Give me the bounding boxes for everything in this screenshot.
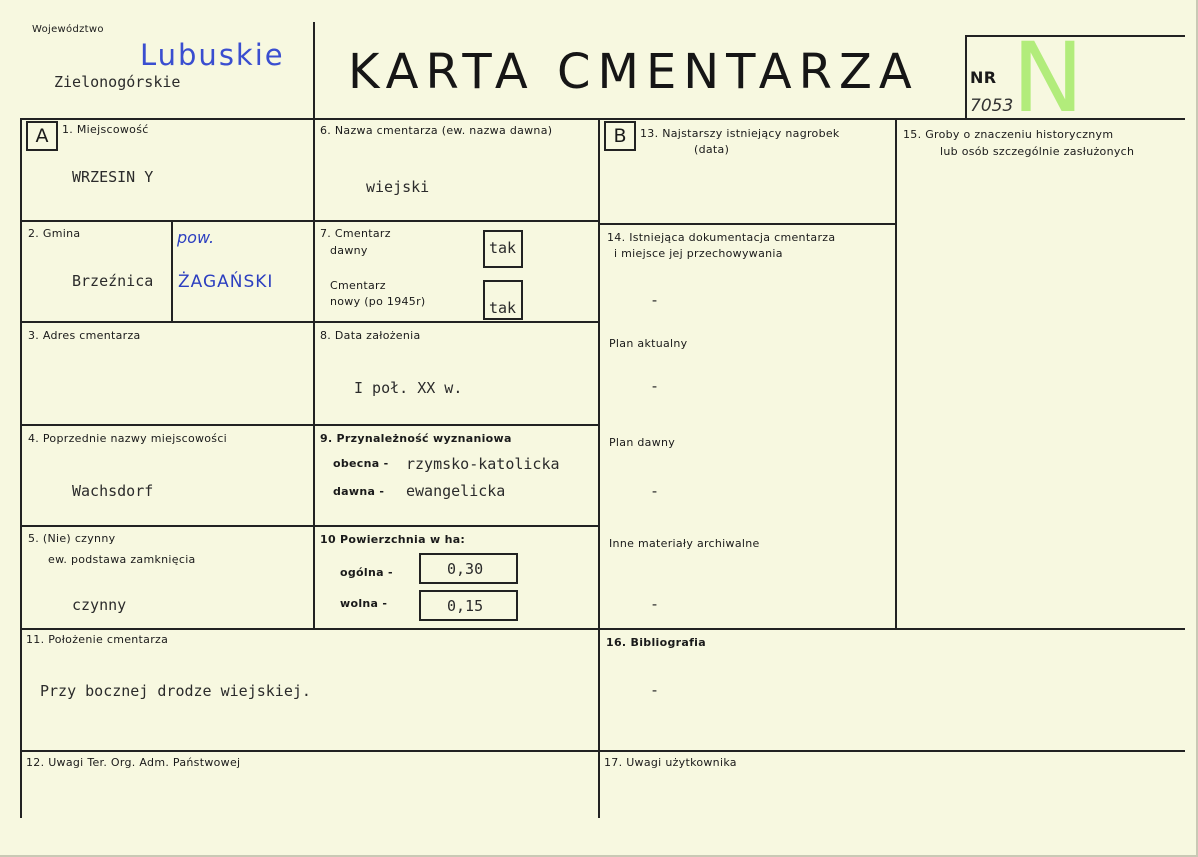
plan-dawny-value: - <box>650 482 660 500</box>
col-divider-3 <box>895 118 897 628</box>
inne-materialy-label: Inne materiały archiwalne <box>609 537 760 550</box>
field-7-nowy-label-1: Cmentarz <box>330 279 386 292</box>
field-5-label-2: ew. podstawa zamknięcia <box>48 553 196 566</box>
field-14-value: - <box>650 291 660 309</box>
field-16-value: - <box>650 681 660 699</box>
field-14-label-2: i miejsce jej przechowywania <box>614 247 783 260</box>
field-15-label-2: lub osób szczególnie zasłużonych <box>940 145 1135 158</box>
inne-materialy-value: - <box>650 595 660 613</box>
field-9-label: 9. Przynależność wyznaniowa <box>320 432 512 445</box>
wojewodztwo-label: Województwo <box>32 24 104 35</box>
row-line-1 <box>20 220 600 222</box>
nr-box-left <box>965 35 967 119</box>
field-11-value: Przy bocznej drodze wiejskiej. <box>40 682 311 700</box>
field-4-label: 4. Poprzednie nazwy miejscowości <box>28 432 228 445</box>
section-a-box: A <box>26 121 58 151</box>
plan-aktualny-value: - <box>650 377 660 395</box>
field-11-label: 11. Położenie cmentarza <box>26 633 169 646</box>
field-10-wolna-label: wolna - <box>340 597 388 610</box>
field-7-label-2: dawny <box>330 244 368 257</box>
field-7-nowy-label-2: nowy (po 1945r) <box>330 295 426 308</box>
field-2-value: Brzeźnica <box>72 272 154 290</box>
field-6-label: 6. Nazwa cmentarza (ew. nazwa dawna) <box>320 124 553 137</box>
green-n-marker: N <box>1012 22 1084 134</box>
field-9-obecna-label: obecna - <box>333 457 389 470</box>
field-10-wolna-value: 0,15 <box>447 597 484 615</box>
row-line-4 <box>20 525 600 527</box>
plan-dawny-label: Plan dawny <box>609 436 676 449</box>
field-13-label-2: (data) <box>694 143 730 156</box>
field-9-obecna-value: rzymsko-katolicka <box>406 455 560 473</box>
field-15-label-1: 15. Groby o znaczeniu historycznym <box>903 128 1114 141</box>
wojewodztwo-typed: Zielonogórskie <box>54 73 181 91</box>
row-line-2 <box>20 321 600 323</box>
field-1-label: 1. Miejscowość <box>62 123 149 136</box>
field-10-ogolna-value: 0,30 <box>447 560 484 578</box>
header-bottom-line <box>20 118 1185 120</box>
col-divider-1 <box>313 118 315 628</box>
gmina-powiat-divider <box>171 221 173 321</box>
field-8-value: I poł. XX w. <box>354 379 463 397</box>
powiat-value: ŻAGAŃSKI <box>178 272 274 292</box>
field-10-ogolna-label: ogólna - <box>340 566 393 579</box>
field-10-label: 10 Powierzchnia w ha: <box>320 533 466 546</box>
field-5-label-1: 5. (Nie) czynny <box>28 532 116 545</box>
field-4-value: Wachsdorf <box>72 482 154 500</box>
plan-aktualny-label: Plan aktualny <box>609 337 688 350</box>
field-6-value: wiejski <box>366 178 430 196</box>
card-title: KARTA CMENTARZA <box>348 44 919 100</box>
field-7-nowy-value: tak <box>489 299 517 317</box>
field-10-wolna-box <box>419 590 518 621</box>
field-7-dawny-value: tak <box>489 239 517 257</box>
field-10-ogolna-box <box>419 553 518 584</box>
header-divider <box>313 22 315 119</box>
field-13-label-1: 13. Najstarszy istniejący nagrobek <box>640 127 840 140</box>
field-16-label: 16. Bibliografia <box>606 636 706 649</box>
field-7-nowy-box <box>483 280 523 320</box>
field-8-label: 8. Data założenia <box>320 329 421 342</box>
field-2-label: 2. Gmina <box>28 227 81 240</box>
row-line-5 <box>20 628 1185 630</box>
nr-label: NR <box>970 68 997 87</box>
field-5-value: czynny <box>72 596 127 614</box>
section-b-box: B <box>604 121 636 151</box>
field-9-dawna-label: dawna - <box>333 485 385 498</box>
field-12-label: 12. Uwagi Ter. Org. Adm. Państwowej <box>26 756 241 769</box>
nr-box-top <box>965 35 1185 37</box>
left-border <box>20 118 22 818</box>
field-14-label-1: 14. Istniejąca dokumentacja cmentarza <box>607 231 836 244</box>
field-1-value: WRZESIN Y <box>72 168 154 186</box>
row-line-6 <box>20 750 1185 752</box>
field-17-label: 17. Uwagi użytkownika <box>604 756 737 769</box>
row-line-1b <box>598 223 896 225</box>
field-9-dawna-value: ewangelicka <box>406 482 506 500</box>
wojewodztwo-stamp: Lubuskie <box>140 38 285 72</box>
row-line-3 <box>20 424 600 426</box>
field-7-dawny-box <box>483 230 523 268</box>
field-3-label: 3. Adres cmentarza <box>28 329 141 342</box>
nr-value: 7053 <box>970 96 1014 116</box>
powiat-label: pow. <box>177 228 215 247</box>
field-7-label-1: 7. Cmentarz <box>320 227 391 240</box>
